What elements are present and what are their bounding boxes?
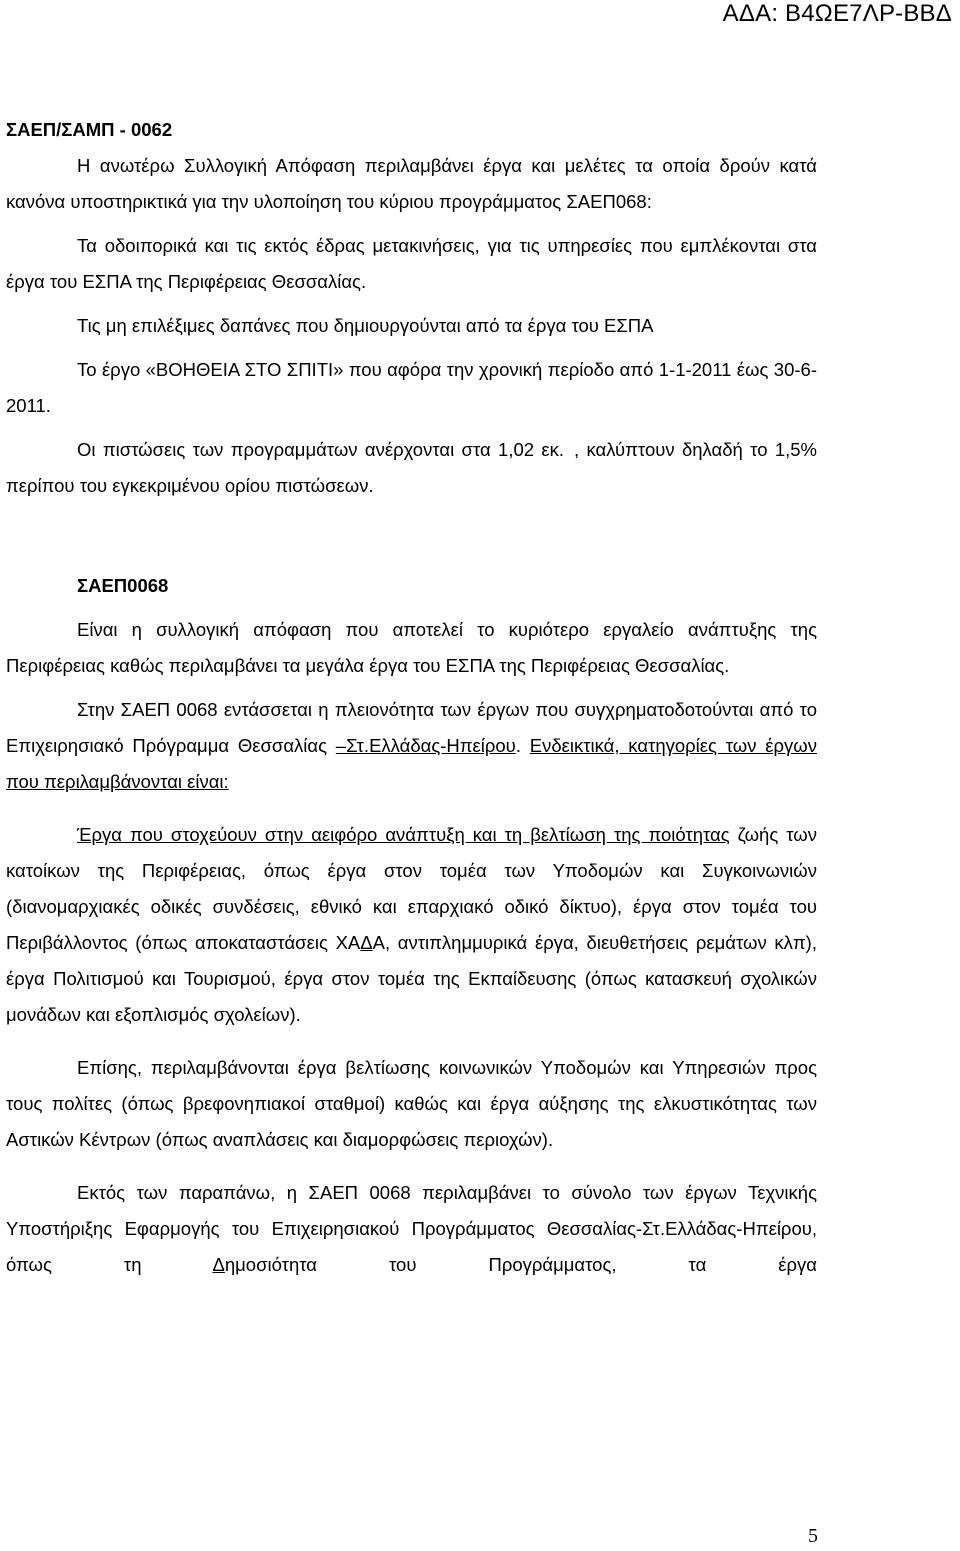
credits-text-start: Οι πιστώσεις των προγραμμάτων ανέρχονται στα 1,02 εκ. <box>77 439 565 460</box>
categories-paragraph <box>6 817 817 1033</box>
section-title-saep0068: ΣΑΕΠ0068 <box>77 575 169 596</box>
technical-support-text: Εκτός των παραπάνω, η ΣΑΕΠ 0068 περιλαμβάνει το σύνολο των έργων Τεχνικής Υποστήριξης Εφαρμογής του Επιχειρησιακού Προγράμματος Θεσσαλίας-Στ.Ελλάδας-Ηπείρου, όπως τη <box>6 1182 817 1275</box>
document-body <box>6 112 817 1283</box>
social-infrastructure-paragraph: Επίσης, περιλαμβάνονται έργα βελτίωσης κοινωνικών Υποδομών και Υπηρεσιών προς τους πολίτες (όπως βρεφονηπιακοί σταθμοί) καθώς και έργα αύξησης της ελκυστικότητας των Αστικών Κέντρων (όπως αναπλάσεις και διαμορφώσεις περιοχών). <box>6 1057 817 1150</box>
saep0068-description: Είναι η συλλογική απόφαση που αποτελεί το κυριότερο εργαλείο ανάπτυξης της Περιφέρειας καθώς περιλαμβάνει τα μεγάλα έργα του ΕΣΠΑ της Περιφέρειας Θεσσαλίας. <box>6 619 817 676</box>
technical-support-tail: ημοσιότητα του Προγράμματος, τα έργα <box>224 1254 817 1275</box>
saep0068-projects-paragraph <box>6 692 817 800</box>
section-title-saep-samp: ΣΑΕΠ/ΣΑΜΠ - 0062 <box>6 119 173 140</box>
item-ineligible-costs: Τις μη επιλέξιμες δαπάνες που δημιουργούνται από τα έργα του ΕΣΠΑ <box>77 315 654 336</box>
publicity-underlined-letter: Δ <box>212 1254 225 1275</box>
categories-intro-text: Ενδεικτικά, κατηγορίες των έργων που περιλαμβάνονται είναι: <box>6 735 817 792</box>
credits-text-end: , καλύπτουν δηλαδή το 1,5% περίπου του εγκεκριμένου ορίου πιστώσεων. <box>6 439 817 496</box>
projects-text: Στην ΣΑΕΠ 0068 εντάσσεται η πλειονότητα των έργων που συγχρηματοδοτούνται από το Επιχειρησιακό Πρόγραμμα Θεσσαλίας <box>6 699 817 756</box>
separator-text: . <box>515 735 530 756</box>
credits-paragraph <box>6 432 817 504</box>
categories-lead-text: Έργα που στοχεύουν στην αειφόρο ανάπτυξη και τη βελτίωση της ποιότητας <box>77 824 730 845</box>
intro-paragraph: Η ανωτέρω Συλλογική Απόφαση περιλαμβάνει έργα και μελέτες τα οποία δρούν κατά κανόνα υποστηρικτικά για την υλοποίηση του κύριου προγράμματος ΣΑΕΠ068: <box>6 155 817 212</box>
programme-region-text: –Στ.Ελλάδας-Ηπείρου <box>335 735 516 756</box>
item-home-help-project: Το έργο «ΒΟΗΘΕΙΑ ΣΤΟ ΣΠΙΤΙ» που αφόρα την χρονική περίοδο από 1-1-2011 έως 30-6-2011. <box>6 359 817 416</box>
item-travel-expenses: Τα οδοιπορικά και τις εκτός έδρας μετακινήσεις, για τις υπηρεσίες που εμπλέκονται στα έργα του ΕΣΠΑ της Περιφέρειας Θεσσαλίας. <box>6 235 817 292</box>
categories-body-text: ζωής των κατοίκων της Περιφέρειας, όπως έργα στον τομέα των Υποδομών και Συγκοινωνιών (διανομαρχιακές οδικές συνδέσεις, εθνικό και επαρχιακό οδικό δίκτυο), έργα στον τομέα του Περιβάλλοντος (όπως αποκαταστάσεις ΧΑ <box>6 824 817 953</box>
page-number: 5 <box>808 1525 818 1547</box>
technical-support-paragraph <box>6 1175 817 1283</box>
ada-code: ΑΔΑ: Β4ΩΕ7ΛΡ-ΒΒΔ <box>722 0 952 27</box>
categories-underlined-letter: Δ <box>360 932 373 953</box>
categories-tail-text: Α, αντιπλημμυρικά έργα, διευθετήσεις ρεμάτων κλπ), έργα Πολιτισμού και Τουρισμού, έργα στον τομέα της Εκπαίδευσης (όπως κατασκευή σχολικών μονάδων και εξοπλισμός σχολείων). <box>6 932 817 1025</box>
